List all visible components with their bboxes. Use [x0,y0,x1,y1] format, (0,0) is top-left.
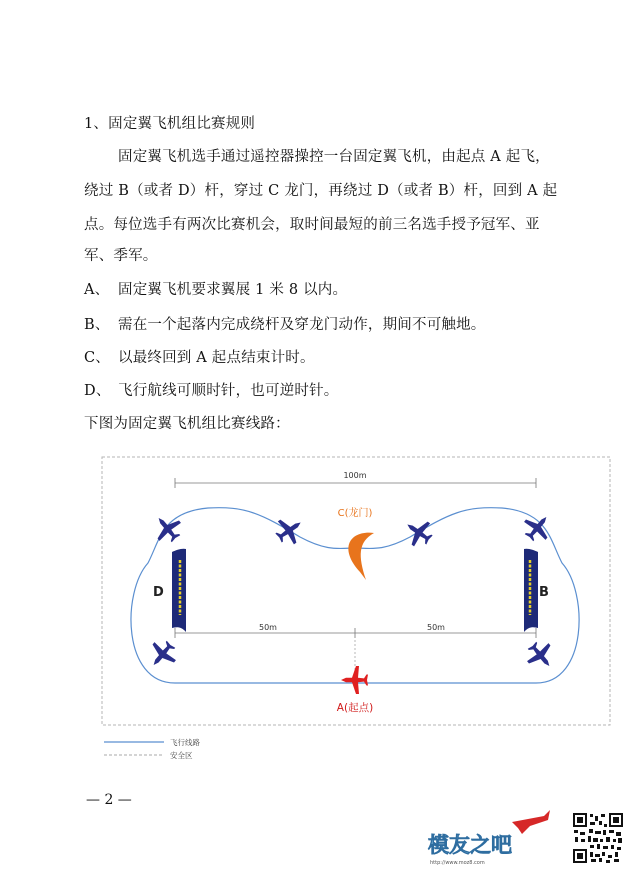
dimension-half-right-label: 50m [427,623,445,632]
rule-text: 需在一个起落内完成绕杆及穿龙门动作，期间不可触地。 [118,317,486,333]
paragraph-line: 绕过 B（或者 D）杆，穿过 C 龙门，再绕过 D（或者 B）杆，回到 A 起 [84,183,558,199]
dimension-half-left-label: 50m [259,623,277,632]
gate-c-arch [348,533,374,580]
start-airplane-icon [341,666,368,694]
airplane-icon [271,511,309,549]
airplane-icon [399,513,437,551]
page-number: — 2 — [86,792,132,808]
pole-label-b: B [539,585,549,600]
airplane-icon [521,636,560,675]
rule-tag: A、 [84,282,110,298]
rule-text: 以最终回到 A 起点结束计时。 [118,350,315,366]
paragraph-line: 固定翼飞机选手通过遥控器操控一台固定翼飞机，由起点 A 起飞， [118,149,550,165]
start-label: A(起点) [336,702,374,714]
diagram-caption: 下图为固定翼飞机组比赛线路： [84,416,290,432]
site-watermark [420,806,570,868]
watermark-url: http://www.moz8.com [430,860,485,866]
rule-text: 固定翼飞机要求翼展 1 米 8 以内。 [118,282,348,298]
watermark-brand: 模友之吧 [428,833,512,857]
paragraph-line: 军、季军。 [84,248,158,264]
airplane-icon [518,508,557,547]
watermark-plane-icon [512,810,550,834]
airplane-icon [143,635,182,674]
paragraph-line: 点。每位选手有两次比赛机会，取时间最短的前三名选手授予冠军、亚 [84,217,540,233]
rule-tag: D、 [84,383,111,399]
qr-code [572,812,624,864]
dimension-total-label: 100m [343,471,367,480]
legend-safety-label: 安全区 [170,751,193,760]
rule-tag: C、 [84,350,110,366]
rule-tag: B、 [84,317,110,333]
legend-route-label: 飞行线路 [170,738,200,747]
pole-label-d: D [153,585,164,600]
gate-c-label: C(龙门) [337,508,373,519]
section-heading: 1、固定翼飞机组比赛规则 [84,116,256,132]
rule-text: 飞行航线可顺时针，也可逆时针。 [118,383,339,399]
